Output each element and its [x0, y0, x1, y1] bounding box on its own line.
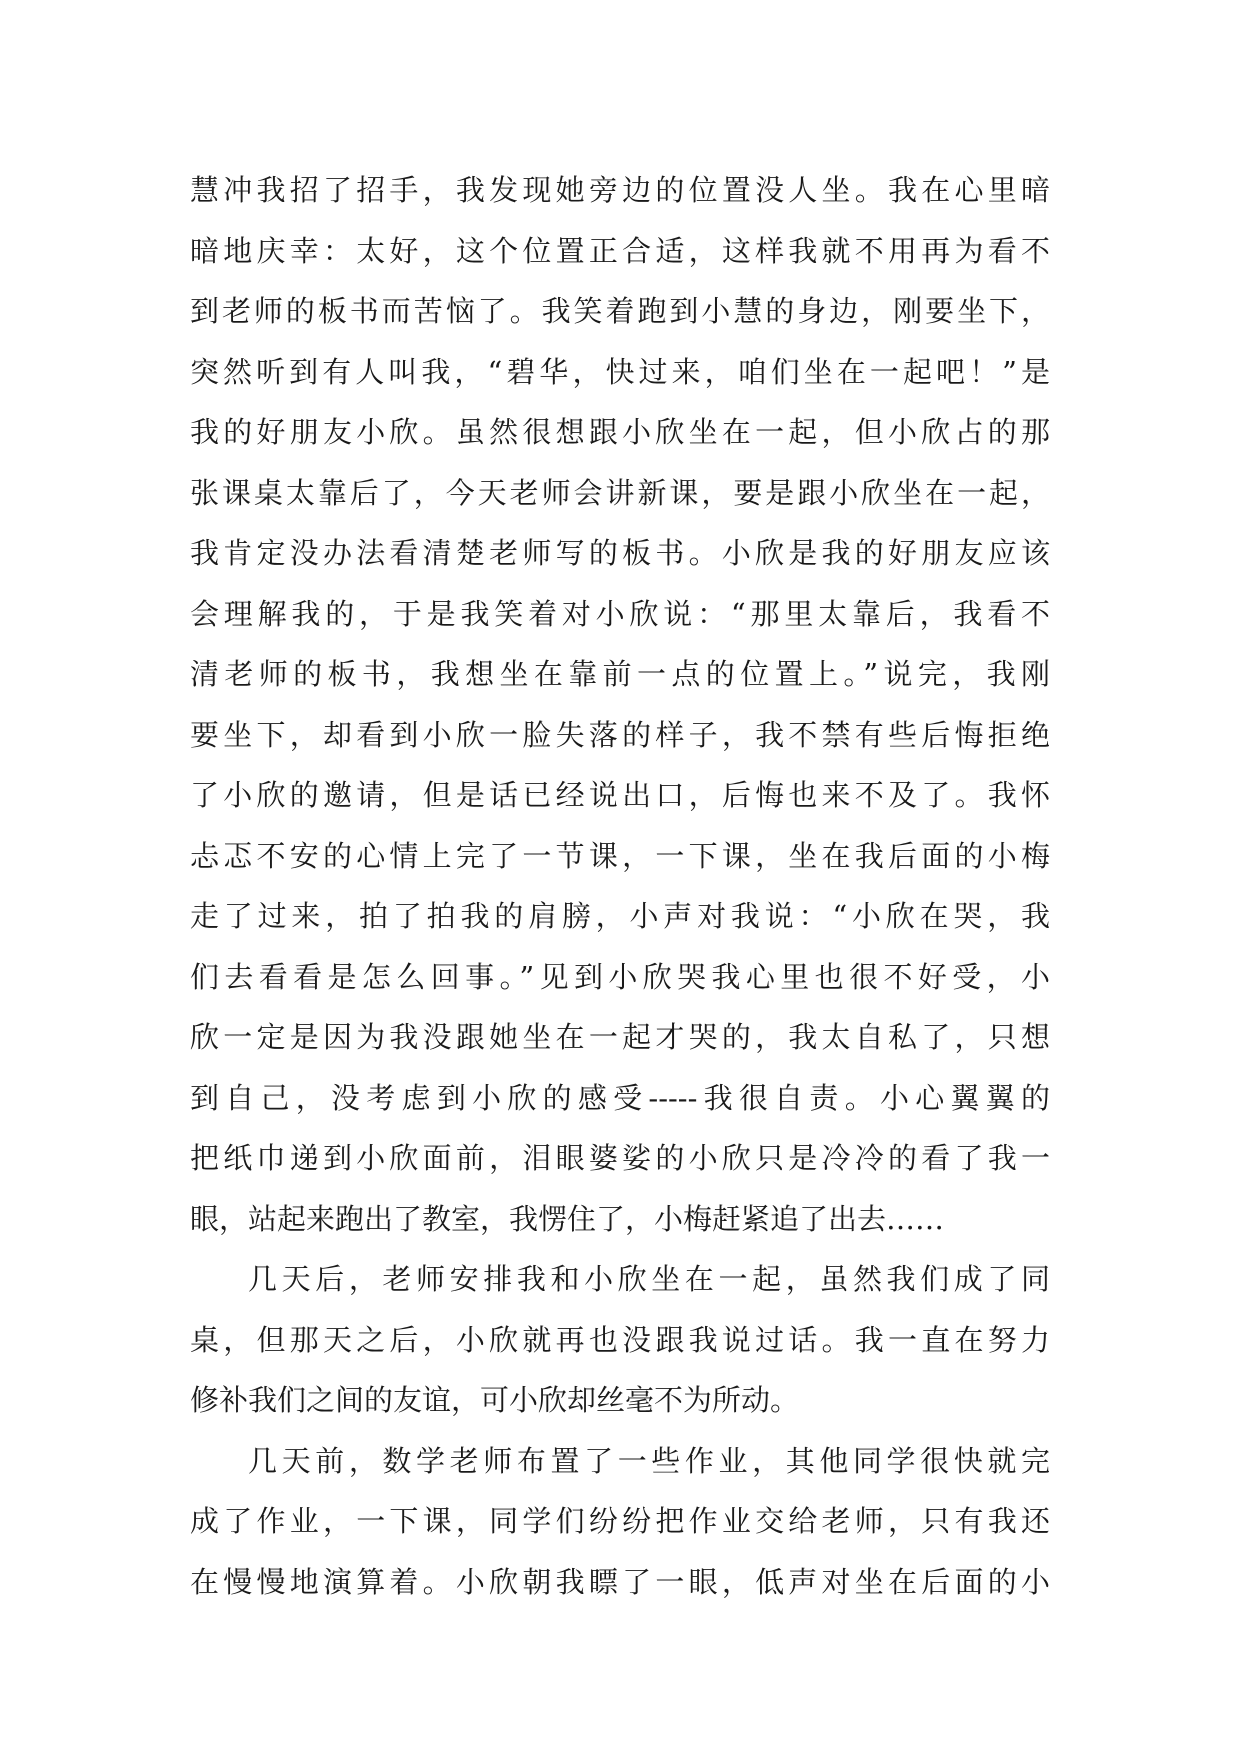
text-line: 要坐下，却看到小欣一脸失落的样子，我不禁有些后悔拒绝	[190, 717, 1050, 752]
text-line: 到老师的板书而苦恼了。我笑着跑到小慧的身边，刚要坐下，	[190, 294, 1050, 328]
text-line: 走了过来，拍了拍我的肩膀，小声对我说：“小欣在哭，我	[190, 899, 1050, 933]
text-line: 到自己，没考虑到小欣的感受-----我很自责。小心翼翼的	[190, 1080, 1050, 1115]
text-line: 我肯定没办法看清楚老师写的板书。小欣是我的好朋友应该	[190, 536, 1050, 570]
text-line: 几天后，老师安排我和小欣坐在一起，虽然我们成了同	[248, 1262, 1050, 1296]
text-line: 暗地庆幸：太好，这个位置正合适，这样我就不用再为看不	[190, 233, 1050, 268]
text-line: 在慢慢地演算着。小欣朝我瞟了一眼，低声对坐在后面的小	[190, 1564, 1050, 1599]
text-line: 我的好朋友小欣。虽然很想跟小欣坐在一起，但小欣占的那	[190, 415, 1050, 449]
text-line: 桌，但那天之后，小欣就再也没跟我说过话。我一直在努力	[190, 1322, 1050, 1357]
text-line: 欣一定是因为我没跟她坐在一起才哭的，我太自私了，只想	[190, 1020, 1050, 1054]
text-line: 修补我们之间的友谊，可小欣却丝毫不为所动。	[190, 1383, 800, 1417]
text-line: 把纸巾递到小欣面前，泪眼婆娑的小欣只是冷冷的看了我一	[190, 1141, 1050, 1175]
text-line: 眼，站起来跑出了教室，我愣住了，小梅赶紧追了出去……	[190, 1201, 945, 1236]
text-line: 成了作业，一下课，同学们纷纷把作业交给老师，只有我还	[190, 1504, 1050, 1538]
body-text	[190, 160, 1050, 1612]
text-line: 清老师的板书，我想坐在靠前一点的位置上。”说完，我刚	[190, 657, 1050, 691]
text-line: 突然听到有人叫我，“碧华，快过来，咱们坐在一起吧！”是	[190, 354, 1050, 389]
text-line: 几天前，数学老师布置了一些作业，其他同学很快就完	[248, 1443, 1050, 1478]
text-line: 们去看看是怎么回事。”见到小欣哭我心里也很不好受，小	[190, 959, 1050, 994]
text-line: 了小欣的邀请，但是话已经说出口，后悔也来不及了。我怀	[190, 778, 1050, 812]
text-line: 张课桌太靠后了，今天老师会讲新课，要是跟小欣坐在一起，	[190, 475, 1050, 510]
text-line: 忐忑不安的心情上完了一节课，一下课，坐在我后面的小梅	[190, 838, 1050, 873]
text-line: 会理解我的，于是我笑着对小欣说：“那里太靠后，我看不	[190, 596, 1050, 631]
text-line: 慧冲我招了招手，我发现她旁边的位置没人坐。我在心里暗	[190, 173, 1050, 207]
